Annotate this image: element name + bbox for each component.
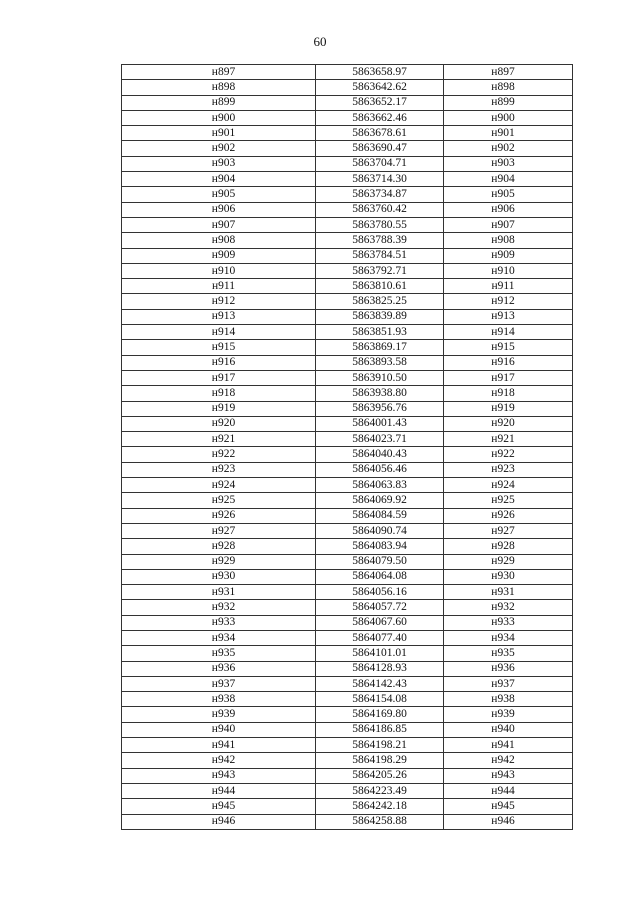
point-id-cell: н937 [122, 676, 316, 691]
table-row [122, 279, 573, 294]
point-id-cell: н900 [122, 110, 316, 125]
coordinate-value-cell: 5864056.46 [316, 462, 444, 477]
table-row [122, 126, 573, 141]
point-id-cell: н911 [122, 279, 316, 294]
point-id-cell: н943 [444, 768, 573, 783]
point-id-cell: н903 [444, 156, 573, 171]
table-row [122, 478, 573, 493]
point-id-cell: н941 [444, 738, 573, 753]
point-id-cell: н905 [444, 187, 573, 202]
point-id-cell: н939 [444, 707, 573, 722]
coordinate-value-cell: 5864040.43 [316, 447, 444, 462]
table-row [122, 569, 573, 584]
table-row [122, 646, 573, 661]
table-row [122, 738, 573, 753]
point-id-cell: н942 [122, 753, 316, 768]
coordinate-value-cell: 5863714.30 [316, 172, 444, 187]
coordinate-value-cell: 5863784.51 [316, 248, 444, 263]
point-id-cell: н939 [122, 707, 316, 722]
point-id-cell: н924 [444, 478, 573, 493]
table-row [122, 401, 573, 416]
coordinate-value-cell: 5864169.80 [316, 707, 444, 722]
point-id-cell: н933 [444, 615, 573, 630]
point-id-cell: н913 [444, 309, 573, 324]
point-id-cell: н922 [122, 447, 316, 462]
point-id-cell: н897 [122, 65, 316, 80]
point-id-cell: н926 [444, 508, 573, 523]
coordinate-value-cell: 5864242.18 [316, 799, 444, 814]
table-row [122, 355, 573, 370]
point-id-cell: н934 [122, 630, 316, 645]
point-id-cell: н928 [444, 539, 573, 554]
point-id-cell: н901 [444, 126, 573, 141]
point-id-cell: н915 [444, 340, 573, 355]
coordinate-value-cell: 5864083.94 [316, 539, 444, 554]
table-row [122, 462, 573, 477]
table-row [122, 187, 573, 202]
page-number: 60 [313, 34, 327, 49]
point-id-cell: н944 [122, 783, 316, 798]
coordinate-value-cell: 5863704.71 [316, 156, 444, 171]
coordinate-value-cell: 5863652.17 [316, 95, 444, 110]
point-id-cell: н935 [122, 646, 316, 661]
point-id-cell: н897 [444, 65, 573, 80]
table-row [122, 156, 573, 171]
coordinate-value-cell: 5863810.61 [316, 279, 444, 294]
table-row [122, 248, 573, 263]
point-id-cell: н938 [122, 692, 316, 707]
point-id-cell: н927 [444, 523, 573, 538]
point-id-cell: н928 [122, 539, 316, 554]
table-row [122, 753, 573, 768]
coordinate-value-cell: 5864084.59 [316, 508, 444, 523]
coordinate-value-cell: 5864186.85 [316, 722, 444, 737]
point-id-cell: н917 [122, 370, 316, 385]
coordinate-value-cell: 5864079.50 [316, 554, 444, 569]
point-id-cell: н911 [444, 279, 573, 294]
point-id-cell: н904 [444, 172, 573, 187]
coordinate-value-cell: 5863678.61 [316, 126, 444, 141]
table-row [122, 814, 573, 829]
point-id-cell: н941 [122, 738, 316, 753]
point-id-cell: н942 [444, 753, 573, 768]
coordinate-value-cell: 5864101.01 [316, 646, 444, 661]
coordinate-value-cell: 5863869.17 [316, 340, 444, 355]
table-row [122, 217, 573, 232]
point-id-cell: н912 [122, 294, 316, 309]
point-id-cell: н909 [444, 248, 573, 263]
table-row [122, 386, 573, 401]
table-row [122, 65, 573, 80]
point-id-cell: н946 [444, 814, 573, 829]
coordinate-value-cell: 5863910.50 [316, 370, 444, 385]
point-id-cell: н916 [444, 355, 573, 370]
table-row [122, 309, 573, 324]
coordinate-value-cell: 5864057.72 [316, 600, 444, 615]
point-id-cell: н914 [444, 325, 573, 340]
point-id-cell: н918 [444, 386, 573, 401]
point-id-cell: н929 [444, 554, 573, 569]
coordinate-value-cell: 5864056.16 [316, 585, 444, 600]
table-row [122, 676, 573, 691]
table-row [122, 768, 573, 783]
coordinate-value-cell: 5864090.74 [316, 523, 444, 538]
coordinate-value-cell: 5864077.40 [316, 630, 444, 645]
point-id-cell: н915 [122, 340, 316, 355]
point-id-cell: н925 [122, 493, 316, 508]
point-id-cell: н933 [122, 615, 316, 630]
point-id-cell: н940 [122, 722, 316, 737]
table-row [122, 432, 573, 447]
point-id-cell: н914 [122, 325, 316, 340]
point-id-cell: н919 [122, 401, 316, 416]
coordinate-value-cell: 5864063.83 [316, 478, 444, 493]
point-id-cell: н912 [444, 294, 573, 309]
point-id-cell: н902 [122, 141, 316, 156]
coordinate-value-cell: 5864258.88 [316, 814, 444, 829]
point-id-cell: н936 [122, 661, 316, 676]
table-row [122, 141, 573, 156]
table-row [122, 80, 573, 95]
table-row [122, 707, 573, 722]
point-id-cell: н927 [122, 523, 316, 538]
table-row [122, 110, 573, 125]
table-row [122, 630, 573, 645]
coordinates-table [121, 64, 573, 830]
point-id-cell: н913 [122, 309, 316, 324]
point-id-cell: н923 [444, 462, 573, 477]
coordinate-value-cell: 5864198.21 [316, 738, 444, 753]
coordinate-value-cell: 5864205.26 [316, 768, 444, 783]
coordinate-value-cell: 5863956.76 [316, 401, 444, 416]
point-id-cell: н899 [444, 95, 573, 110]
table-row [122, 783, 573, 798]
point-id-cell: н931 [444, 585, 573, 600]
point-id-cell: н931 [122, 585, 316, 600]
coordinate-value-cell: 5863642.62 [316, 80, 444, 95]
point-id-cell: н940 [444, 722, 573, 737]
table-row [122, 416, 573, 431]
point-id-cell: н922 [444, 447, 573, 462]
table-row [122, 554, 573, 569]
point-id-cell: н910 [122, 263, 316, 278]
point-id-cell: н943 [122, 768, 316, 783]
point-id-cell: н907 [444, 217, 573, 232]
point-id-cell: н924 [122, 478, 316, 493]
coordinates-table-body [122, 65, 573, 830]
point-id-cell: н945 [444, 799, 573, 814]
table-row [122, 722, 573, 737]
point-id-cell: н906 [122, 202, 316, 217]
point-id-cell: н921 [444, 432, 573, 447]
point-id-cell: н906 [444, 202, 573, 217]
table-row [122, 340, 573, 355]
table-row [122, 95, 573, 110]
table-row [122, 508, 573, 523]
table-row [122, 447, 573, 462]
point-id-cell: н900 [444, 110, 573, 125]
point-id-cell: н936 [444, 661, 573, 676]
coordinate-value-cell: 5863938.80 [316, 386, 444, 401]
point-id-cell: н905 [122, 187, 316, 202]
point-id-cell: н938 [444, 692, 573, 707]
coordinate-value-cell: 5863734.87 [316, 187, 444, 202]
table-row [122, 600, 573, 615]
point-id-cell: н937 [444, 676, 573, 691]
coordinate-value-cell: 5864067.60 [316, 615, 444, 630]
coordinate-value-cell: 5863690.47 [316, 141, 444, 156]
coordinate-value-cell: 5863851.93 [316, 325, 444, 340]
table-row [122, 585, 573, 600]
coordinate-value-cell: 5864142.43 [316, 676, 444, 691]
point-id-cell: н910 [444, 263, 573, 278]
coordinate-value-cell: 5864064.08 [316, 569, 444, 584]
point-id-cell: н898 [444, 80, 573, 95]
table-row [122, 661, 573, 676]
coordinate-value-cell: 5863662.46 [316, 110, 444, 125]
coordinate-value-cell: 5863893.58 [316, 355, 444, 370]
table-row [122, 493, 573, 508]
table-row [122, 799, 573, 814]
point-id-cell: н909 [122, 248, 316, 263]
point-id-cell: н930 [444, 569, 573, 584]
coordinate-value-cell: 5864128.93 [316, 661, 444, 676]
point-id-cell: н898 [122, 80, 316, 95]
point-id-cell: н917 [444, 370, 573, 385]
coordinate-value-cell: 5863780.55 [316, 217, 444, 232]
point-id-cell: н919 [444, 401, 573, 416]
point-id-cell: н944 [444, 783, 573, 798]
point-id-cell: н920 [444, 416, 573, 431]
coordinate-value-cell: 5864023.71 [316, 432, 444, 447]
coordinate-value-cell: 5864069.92 [316, 493, 444, 508]
point-id-cell: н935 [444, 646, 573, 661]
table-row [122, 294, 573, 309]
point-id-cell: н916 [122, 355, 316, 370]
point-id-cell: н925 [444, 493, 573, 508]
point-id-cell: н934 [444, 630, 573, 645]
table-row [122, 692, 573, 707]
point-id-cell: н945 [122, 799, 316, 814]
coordinate-value-cell: 5863825.25 [316, 294, 444, 309]
point-id-cell: н907 [122, 217, 316, 232]
coordinate-value-cell: 5864154.08 [316, 692, 444, 707]
point-id-cell: н908 [122, 233, 316, 248]
table-row [122, 325, 573, 340]
point-id-cell: н904 [122, 172, 316, 187]
point-id-cell: н902 [444, 141, 573, 156]
point-id-cell: н903 [122, 156, 316, 171]
point-id-cell: н946 [122, 814, 316, 829]
table-row [122, 539, 573, 554]
point-id-cell: н926 [122, 508, 316, 523]
point-id-cell: н932 [444, 600, 573, 615]
coordinate-value-cell: 5864001.43 [316, 416, 444, 431]
table-row [122, 523, 573, 538]
coordinate-value-cell: 5863788.39 [316, 233, 444, 248]
coordinate-value-cell: 5863792.71 [316, 263, 444, 278]
point-id-cell: н929 [122, 554, 316, 569]
coordinate-value-cell: 5863658.97 [316, 65, 444, 80]
point-id-cell: н930 [122, 569, 316, 584]
table-row [122, 202, 573, 217]
point-id-cell: н932 [122, 600, 316, 615]
point-id-cell: н923 [122, 462, 316, 477]
table-row [122, 370, 573, 385]
table-row [122, 263, 573, 278]
point-id-cell: н901 [122, 126, 316, 141]
table-row [122, 172, 573, 187]
coordinate-value-cell: 5863760.42 [316, 202, 444, 217]
point-id-cell: н921 [122, 432, 316, 447]
point-id-cell: н918 [122, 386, 316, 401]
point-id-cell: н899 [122, 95, 316, 110]
coordinate-value-cell: 5864198.29 [316, 753, 444, 768]
coordinate-value-cell: 5863839.89 [316, 309, 444, 324]
table-row [122, 233, 573, 248]
coordinate-value-cell: 5864223.49 [316, 783, 444, 798]
point-id-cell: н920 [122, 416, 316, 431]
point-id-cell: н908 [444, 233, 573, 248]
table-row [122, 615, 573, 630]
